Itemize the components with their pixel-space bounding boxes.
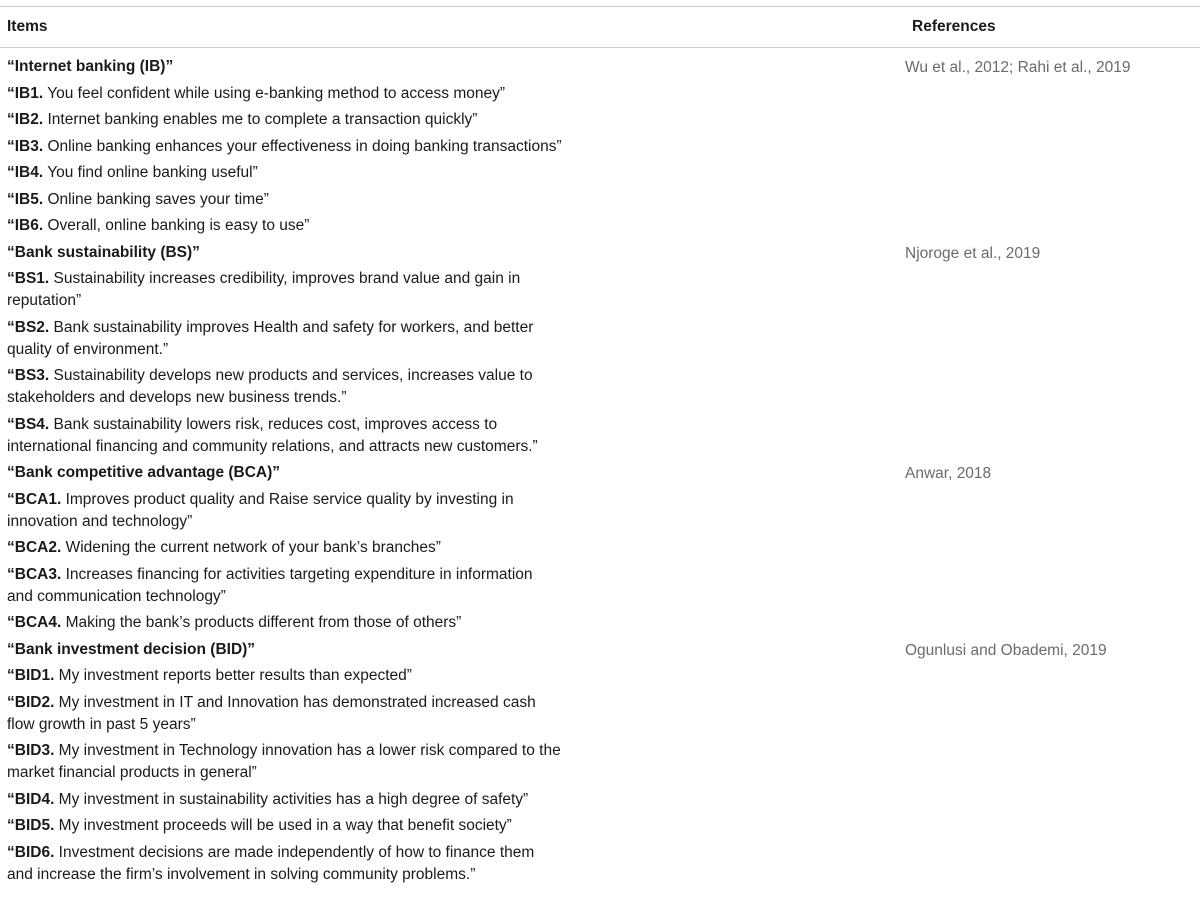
item-code: “BS1.	[7, 270, 50, 287]
item-code: “IB1.	[7, 84, 44, 102]
table-header	[0, 6, 1200, 48]
item-code: “BS3.	[7, 367, 50, 384]
item-text: Increases financing for activities targeting expenditure in information and communication technology”	[7, 565, 533, 605]
items-cell	[0, 462, 905, 639]
list-item	[7, 268, 562, 312]
item-text: You feel confident while using e-banking method to access money”	[43, 84, 506, 102]
list-item	[7, 789, 562, 811]
item-code: “BCA4.	[7, 614, 62, 631]
items-cell	[0, 56, 905, 242]
item-text: My investment in IT and Innovation has demonstrated increased cash flow growth in past 5 years”	[7, 693, 536, 733]
list-item	[7, 612, 562, 634]
reference-cell: Wu et al., 2012; Rahi et al., 2019	[905, 59, 1131, 76]
items-column-header: Items	[7, 18, 48, 35]
item-code: “BID6.	[7, 843, 55, 861]
items-references-table	[0, 6, 1200, 890]
list-item	[7, 692, 562, 736]
item-code: “BID3.	[7, 742, 55, 759]
item-code: “BID4.	[7, 790, 55, 808]
construct-title: “Bank sustainability (BS)”	[7, 243, 200, 261]
table-body	[0, 48, 1200, 890]
construct-group-bs	[0, 242, 1200, 463]
construct-title: “Internet banking (IB)”	[7, 58, 174, 75]
item-text: My investment proceeds will be used in a way that benefit society”	[54, 817, 512, 834]
list-item	[7, 564, 562, 608]
item-code: “IB4.	[7, 164, 44, 181]
list-item	[7, 665, 562, 687]
item-code: “BID1.	[7, 667, 55, 684]
reference-cell: Njoroge et al., 2019	[905, 244, 1041, 262]
item-code: “IB6.	[7, 217, 44, 234]
list-item	[7, 537, 562, 559]
reference-cell: Anwar, 2018	[905, 465, 992, 482]
item-text: Internet banking enables me to complete a transaction quickly”	[43, 111, 478, 128]
construct-title: “Bank investment decision (BID)”	[7, 640, 256, 658]
item-code: “BCA1.	[7, 490, 62, 508]
item-text: Sustainability develops new products and services, increases value to stakeholders and develops new business trends.”	[7, 367, 533, 406]
item-code: “BS4.	[7, 415, 50, 433]
item-code: “IB2.	[7, 111, 44, 128]
construct-group-ib	[0, 56, 1200, 242]
item-text: Bank sustainability lowers risk, reduces cost, improves access to international financing and community relations, and attracts new customers.”	[7, 415, 538, 455]
item-code: “BCA3.	[7, 565, 62, 583]
item-code: “BS2.	[7, 318, 50, 336]
items-cell	[0, 639, 905, 891]
list-item	[7, 83, 562, 105]
item-code: “IB5.	[7, 190, 44, 208]
list-item	[7, 740, 562, 784]
list-item	[7, 215, 562, 237]
item-text: Improves product quality and Raise service quality by investing in innovation and technology”	[7, 490, 514, 530]
item-text: Making the bank’s products different from those of others”	[61, 614, 462, 631]
item-text: Investment decisions are made independently of how to finance them and increase the firm’s involvement in solving community problems.”	[7, 843, 535, 883]
list-item	[7, 414, 562, 458]
item-text: Online banking saves your time”	[43, 190, 269, 208]
construct-title: “Bank competitive advantage (BCA)”	[7, 464, 281, 481]
item-text: Widening the current network of your bank’s branches”	[61, 539, 441, 556]
item-text: My investment in Technology innovation has a lower risk compared to the market financial products in general”	[7, 742, 561, 781]
list-item	[7, 365, 562, 409]
item-text: Overall, online banking is easy to use”	[43, 217, 310, 234]
item-text: My investment reports better results than expected”	[54, 667, 412, 684]
item-code: “BID2.	[7, 693, 55, 711]
item-text: My investment in sustainability activities has a high degree of safety”	[54, 790, 529, 808]
list-item	[7, 489, 562, 533]
list-item	[7, 109, 562, 131]
item-text: Bank sustainability improves Health and safety for workers, and better quality of environment.”	[7, 318, 534, 358]
list-item	[7, 162, 562, 184]
item-code: “BCA2.	[7, 539, 62, 556]
item-text: Sustainability increases credibility, improves brand value and gain in reputation”	[7, 270, 521, 309]
list-item	[7, 136, 562, 158]
list-item	[7, 842, 562, 886]
construct-group-bid	[0, 639, 1200, 891]
list-item	[7, 317, 562, 361]
item-text: Online banking enhances your effectiveness in doing banking transactions”	[43, 137, 562, 155]
item-code: “IB3.	[7, 137, 44, 155]
item-text: You find online banking useful”	[43, 164, 258, 181]
reference-cell: Ogunlusi and Obademi, 2019	[905, 641, 1107, 659]
construct-group-bca	[0, 462, 1200, 639]
list-item	[7, 189, 562, 211]
items-cell	[0, 242, 905, 463]
item-code: “BID5.	[7, 817, 55, 834]
references-column-header: References	[912, 18, 996, 35]
list-item	[7, 815, 562, 837]
